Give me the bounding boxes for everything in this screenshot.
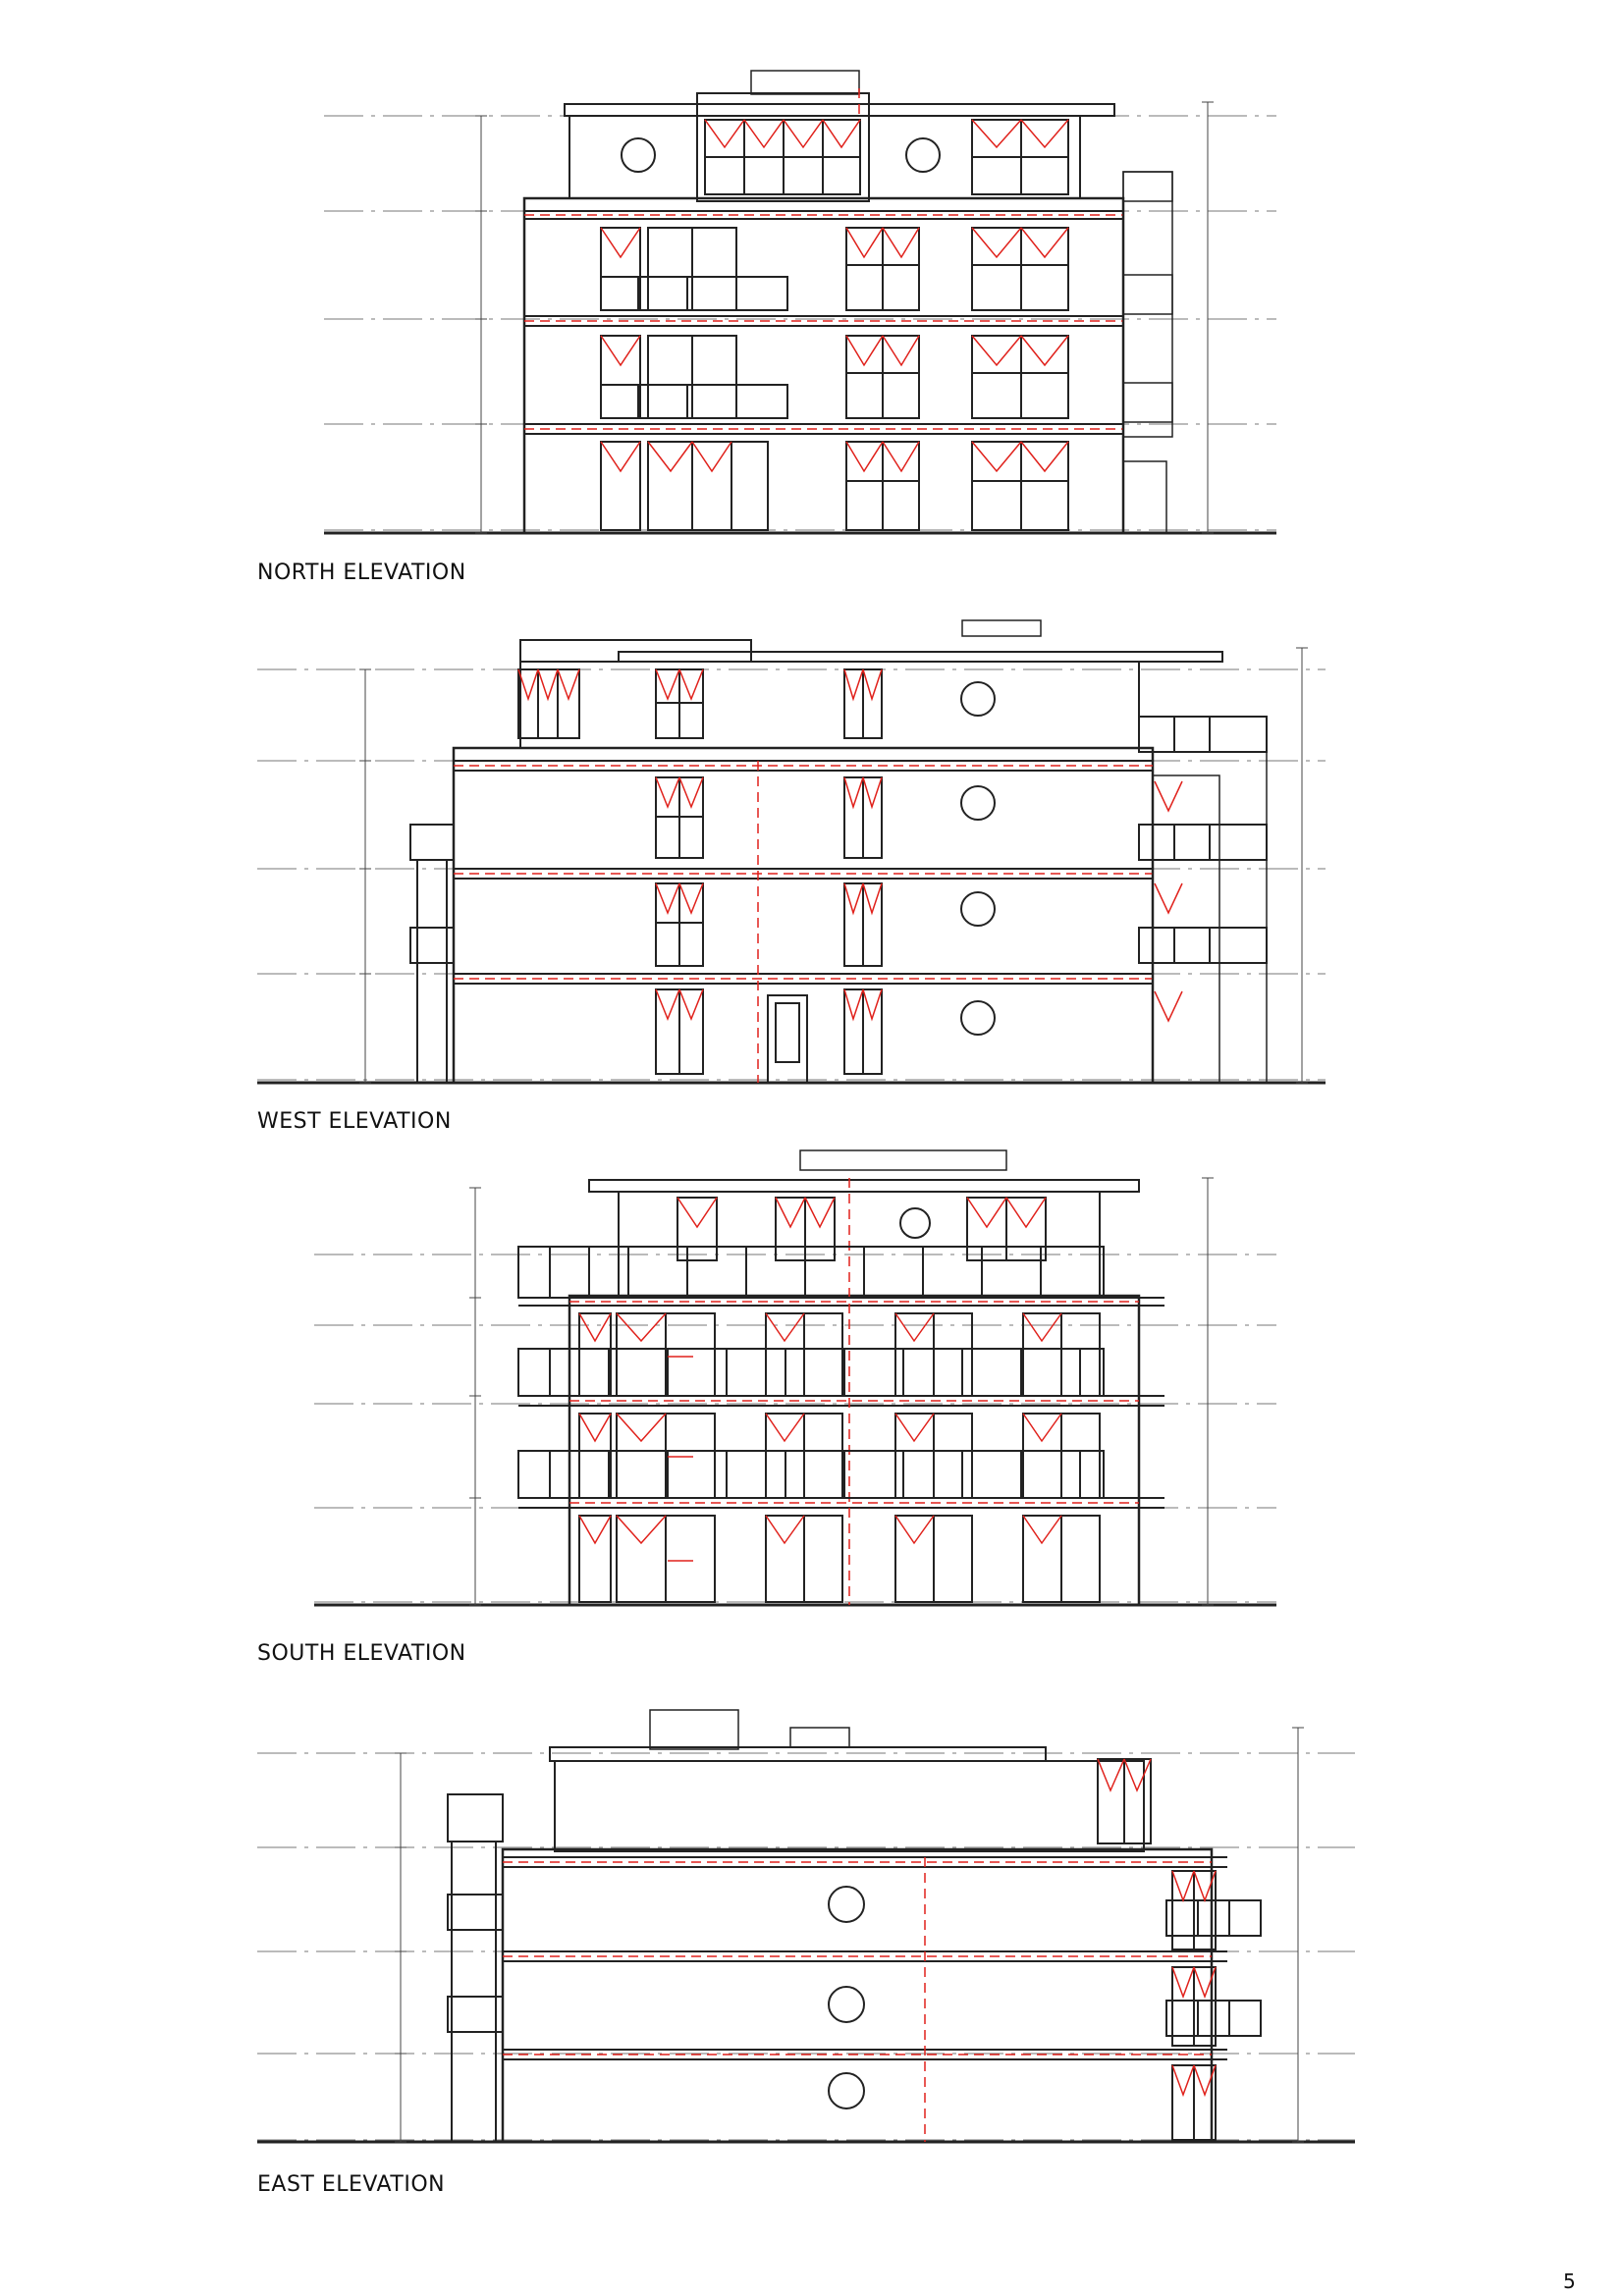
penthouse-block [520, 662, 1139, 748]
west-elevation-title: WEST ELEVATION [257, 1109, 452, 1134]
side-balcony-stack [1153, 717, 1267, 1083]
datum-lines [314, 1255, 1276, 1602]
penthouse-block [555, 1761, 1144, 1851]
roof-core [790, 1728, 849, 1747]
vent-symbols [900, 1208, 930, 1238]
floor-bands [454, 761, 1153, 984]
roof-slab [550, 1747, 1046, 1761]
roof-plant [751, 71, 859, 94]
east-elevation [0, 1688, 1624, 2218]
windows [518, 669, 882, 1083]
page-number: 5 [1563, 2269, 1576, 2293]
floor-level-markers [454, 761, 1153, 1083]
roof-plant [962, 620, 1041, 636]
south-elevation [0, 1139, 1624, 1688]
north-elevation-title: NORTH ELEVATION [257, 561, 466, 585]
floor-level-markers [503, 1857, 1212, 2142]
west-elevation [0, 589, 1624, 1139]
south-elevation-title: SOUTH ELEVATION [257, 1641, 466, 1666]
floor-level-markers [569, 1178, 1139, 1605]
balconies [448, 1794, 1261, 2142]
vent-symbols [961, 682, 995, 1035]
window-opening-marks [518, 669, 1182, 1021]
roof-plant [800, 1150, 1006, 1170]
datum-lines [324, 116, 1276, 530]
floor-bands [524, 211, 1123, 434]
west-elevation-drawing [0, 589, 1624, 1099]
entrance-door [768, 995, 807, 1083]
east-elevation-drawing [0, 1688, 1624, 2160]
windows [1098, 1759, 1216, 2140]
roof-slab [589, 1180, 1139, 1192]
main-body [454, 748, 1153, 1083]
dimension-strings [475, 102, 1214, 533]
vent-symbols [622, 138, 940, 172]
south-elevation-drawing [0, 1139, 1624, 1629]
balconies [601, 277, 787, 418]
north-elevation [0, 0, 1624, 589]
datum-lines [257, 1753, 1355, 2140]
balconies [518, 1247, 1104, 1498]
windows [579, 1198, 1100, 1602]
dimension-strings [359, 648, 1308, 1083]
window-opening-marks [579, 1198, 1061, 1561]
main-body [503, 1849, 1212, 2142]
side-balcony-stack [1123, 172, 1172, 533]
penthouse-block [619, 1192, 1100, 1298]
roof-slab [619, 652, 1222, 662]
north-elevation-drawing [0, 0, 1624, 550]
east-elevation-title: EAST ELEVATION [257, 2172, 446, 2197]
vent-symbols [829, 1887, 864, 2109]
roof-plant [650, 1710, 738, 1749]
roof-slab [565, 104, 1114, 116]
floor-bands [503, 1857, 1227, 2059]
